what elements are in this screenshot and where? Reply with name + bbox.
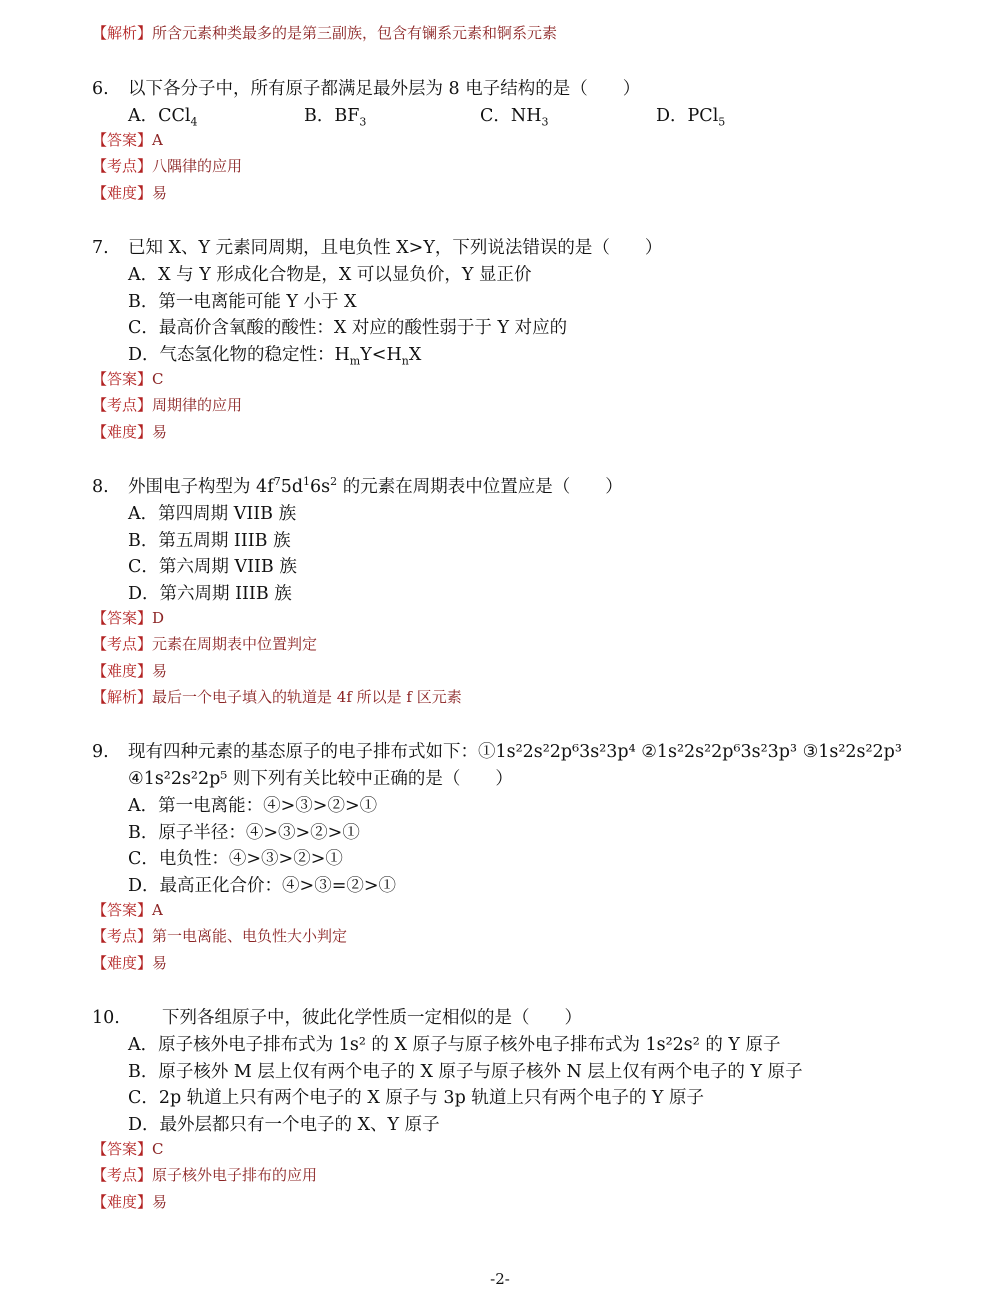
difficulty-line: 【难度】易 — [92, 423, 168, 441]
option-d: D．最外层都只有一个电子的 X、Y 原子 — [128, 1115, 440, 1135]
difficulty-line: 【难度】易 — [92, 662, 168, 680]
difficulty-line: 【难度】易 — [92, 184, 168, 202]
analysis-line: 【解析】所含元素种类最多的是第三副族，包含有镧系元素和锕系元素 — [92, 24, 558, 42]
question-9-line2: ④1s²2s²2p⁵ 则下列有关比较中正确的是（ ） — [128, 769, 513, 789]
difficulty-line: 【难度】易 — [92, 954, 168, 972]
answer-line: 【答案】C — [92, 1140, 164, 1158]
point-line: 【考点】原子核外电子排布的应用 — [92, 1166, 318, 1184]
option-b: B．第一电离能可能 Y 小于 X — [128, 292, 357, 312]
question-10: 10. 下列各组原子中，彼此化学性质一定相似的是（ ） — [92, 1008, 582, 1028]
option-a: A．第四周期 VIIB 族 — [128, 504, 297, 524]
point-line: 【考点】元素在周期表中位置判定 — [92, 635, 318, 653]
answer-line: 【答案】C — [92, 370, 164, 388]
option-c: C．最高价含氧酸的酸性：X 对应的酸性弱于于 Y 对应的 — [128, 318, 568, 338]
point-line: 【考点】周期律的应用 — [92, 396, 243, 414]
option-d: D．第六周期 IIIB 族 — [128, 584, 292, 604]
point-line: 【考点】八隅律的应用 — [92, 157, 243, 175]
option-b: B．$BF_3$ — [304, 106, 367, 129]
option-c: C．第六周期 VIIB 族 — [128, 557, 297, 577]
answer-line: 【答案】D — [92, 609, 165, 627]
answer-line: 【答案】A — [92, 901, 163, 919]
option-a: A．第一电离能：④>③>②>① — [128, 796, 378, 816]
option-a: A．CCl$_4$ — [128, 106, 198, 129]
option-b: B．原子核外 M 层上仅有两个电子的 X 原子与原子核外 N 层上仅有两个电子的 Y 原子 — [128, 1062, 803, 1082]
difficulty-line: 【难度】易 — [92, 1193, 168, 1211]
page-number: -2- — [490, 1270, 510, 1288]
question-8: 8. 外围电子构型为 $4f^75d^16s^2$ 的元素在周期表中位置应是（ ） — [92, 475, 623, 497]
option-b: B．第五周期 IIIB 族 — [128, 531, 291, 551]
point-line: 【考点】第一电离能、电负性大小判定 — [92, 927, 348, 945]
option-d: D．最高正化合价：④>③=②>① — [128, 876, 397, 896]
question-6-options — [128, 102, 848, 129]
option-d: D．PCl$_5$ — [656, 106, 726, 129]
option-a: A．原子核外电子排布式为 1s² 的 X 原子与原子核外电子排布式为 1s²2s² 的 Y 原子 — [128, 1035, 781, 1055]
option-b: B．原子半径：④>③>②>① — [128, 823, 360, 843]
option-c: C．$NH_3$ — [480, 106, 549, 129]
option-c: C．2p 轨道上只有两个电子的 X 原子与 3p 轨道上只有两个电子的 Y 原子 — [128, 1088, 705, 1108]
analysis-line: 【解析】最后一个电子填入的轨道是 4f 所以是 f 区元素 — [92, 688, 462, 706]
answer-line: 【答案】A — [92, 131, 163, 149]
question-6: 6. 以下各分子中，所有原子都满足最外层为 8 电子结构的是（ ） — [92, 79, 641, 99]
option-c: C．电负性：④>③>②>① — [128, 849, 343, 869]
question-7: 7. 已知 X、Y 元素同周期，且电负性 X>Y，下列说法错误的是（ ） — [92, 238, 663, 258]
question-9: 9. 现有四种元素的基态原子的电子排布式如下：①1s²2s²2p⁶3s²3p⁴ ②1s²2s²2p⁶3s²3p³ ③1s²2s²2p³ — [92, 742, 902, 762]
option-a: A．X 与 Y 形成化合物是，X 可以显负价，Y 显正价 — [128, 265, 532, 285]
option-d: D．气态氢化物的稳定性：$H_mY<H_nX$ — [128, 345, 422, 368]
